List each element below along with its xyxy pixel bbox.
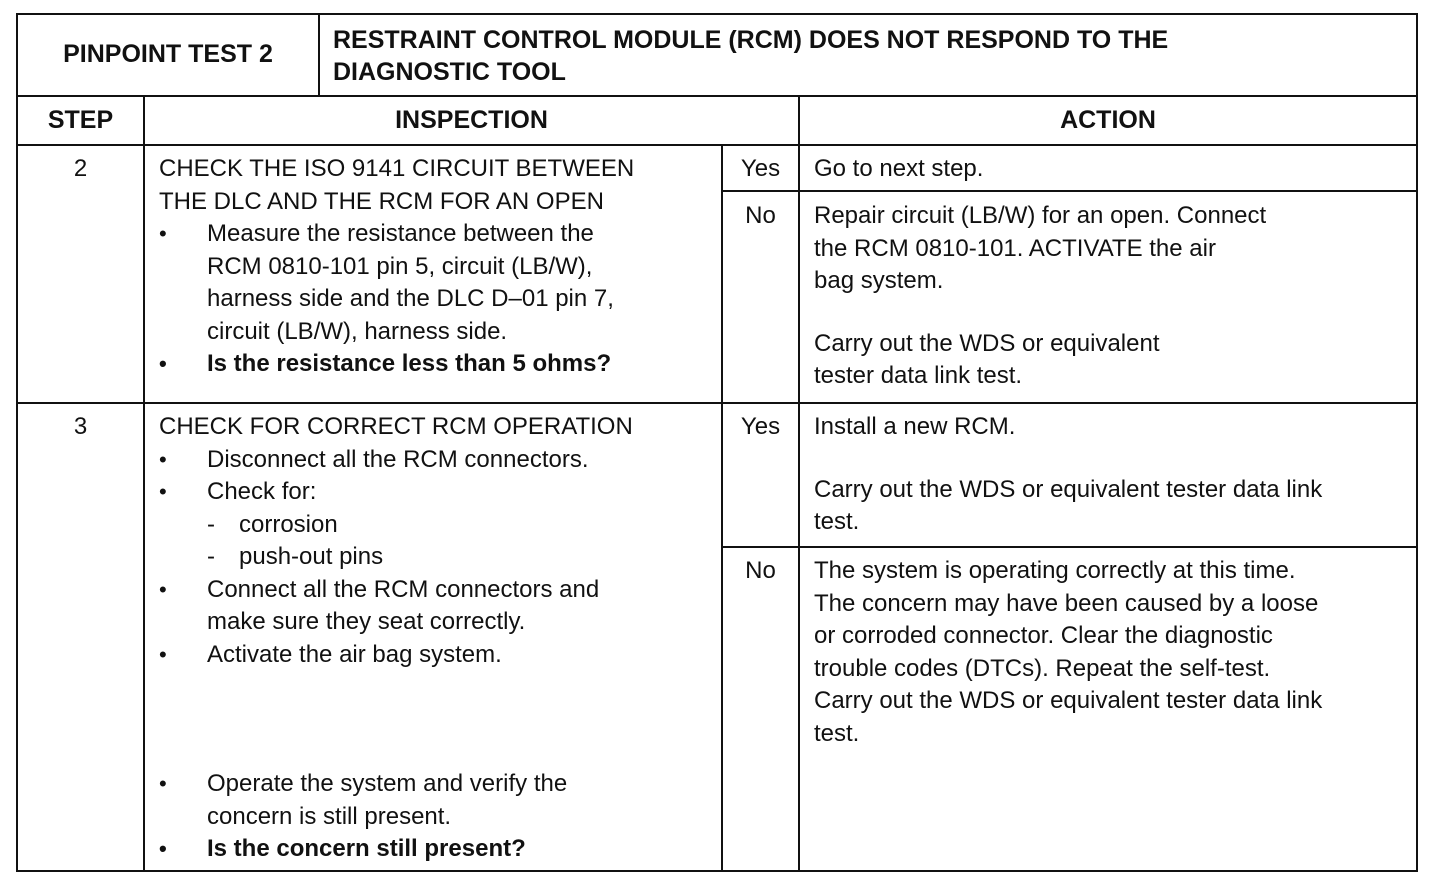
step-2-yes-label: Yes <box>740 155 781 182</box>
step-3-inspection <box>159 411 719 866</box>
step-3-yes-action-line-2: Carry out the WDS or equivalent tester data link <box>814 475 1323 503</box>
step-2-measure-line-4: circuit (LB/W), harness side. <box>207 317 508 345</box>
rule-action-column <box>798 95 800 872</box>
step-3-yes-action <box>814 411 1414 539</box>
col-action: ACTION <box>1060 106 1156 134</box>
step-2-measure-line-3: harness side and the DLC D–01 pin 7, <box>207 285 614 312</box>
rule-step-column <box>143 95 145 872</box>
rule-step3-yes-bottom <box>722 546 1418 548</box>
col-step: STEP <box>47 106 114 134</box>
step-3-no-label: No <box>745 557 776 584</box>
step-3-yes-action-line-1: Install a new RCM. <box>814 413 1016 440</box>
step-3-operate-line-1: • Operate the system and verify the <box>207 770 568 797</box>
test-title <box>333 24 1413 88</box>
step-2-no-action-line-2: the RCM 0810-101. ACTIVATE the air <box>814 234 1216 262</box>
step-3-no-action-line-4: trouble codes (DTCs). Repeat the self-test. <box>814 654 1271 682</box>
step-2-no-action-line-4: Carry out the WDS or equivalent <box>814 329 1160 357</box>
step-3-operate-bullet <box>159 768 719 833</box>
step-3-question: • Is the concern still present? <box>159 833 719 866</box>
rule-step2-bottom <box>16 402 1418 404</box>
step-3-no-action-line-1: The system is operating correctly at this time. <box>814 557 1296 584</box>
step-2-no-action-line-5: tester data link test. <box>814 362 1023 389</box>
step-3-number: 3 <box>73 413 88 440</box>
step-3-connect-line-2: make sure they seat correctly. <box>207 608 526 635</box>
test-label: PINPOINT TEST 2 <box>63 40 273 68</box>
step-3-yes-label: Yes <box>740 413 781 440</box>
step-2-measure-line-1: • Measure the resistance between the <box>207 220 594 247</box>
step-3-yes-action-line-3: test. <box>814 508 860 535</box>
step-3-no-action-line-6: test. <box>814 719 860 747</box>
step-2-inspection <box>159 153 719 381</box>
step-3-no-action-line-2: The concern may have been caused by a loose <box>814 589 1319 617</box>
step-3-check-bullet: • Check for: <box>159 476 719 509</box>
step-2-yes-action: Go to next step. <box>814 155 984 182</box>
rule-header-bottom <box>16 95 1418 97</box>
step-3-sub-push-out-pins: - push-out pins <box>159 541 719 574</box>
step-2-question: • Is the resistance less than 5 ohms? <box>159 348 719 381</box>
step-2-no-action-line-3: bag system. <box>814 267 944 294</box>
rule-header-divider <box>318 13 320 96</box>
step-2-title-line-1: CHECK THE ISO 9141 CIRCUIT BETWEEN <box>159 155 635 182</box>
step-2-no-action-line-1: Repair circuit (LB/W) for an open. Connect <box>814 202 1267 229</box>
step-3-title: CHECK FOR CORRECT RCM OPERATION <box>159 413 633 440</box>
step-3-connect-line-1: • Connect all the RCM connectors and <box>207 575 600 603</box>
step-2-measure-line-2: RCM 0810-101 pin 5, circuit (LB/W), <box>207 252 593 280</box>
step-3-operate-line-2: concern is still present. <box>207 802 452 830</box>
test-title-line-1: RESTRAINT CONTROL MODULE (RCM) DOES NOT RESPOND TO THE <box>333 26 1169 54</box>
step-3-no-action-line-5: Carry out the WDS or equivalent tester data link <box>814 687 1323 714</box>
col-inspection: INSPECTION <box>395 106 548 134</box>
step-3-connect-bullet <box>159 574 719 639</box>
step-3-sub-corrosion: - corrosion <box>159 509 719 542</box>
rule-step2-yes-bottom <box>722 190 1418 192</box>
step-2-no-label: No <box>745 202 776 229</box>
step-3-no-action-line-3: or corroded connector. Clear the diagnostic <box>814 622 1273 649</box>
step-3-disconnect-bullet: • Disconnect all the RCM connectors. <box>159 444 719 477</box>
step-3-no-action <box>814 555 1414 750</box>
step-2-number: 2 <box>73 155 88 182</box>
rule-answer-column <box>721 144 723 872</box>
rule-colheader-bottom <box>16 144 1418 146</box>
step-2-measure-bullet <box>159 218 719 348</box>
step-3-activate-bullet: • Activate the air bag system. <box>159 639 719 672</box>
step-2-no-action <box>814 200 1414 393</box>
test-title-line-2: DIAGNOSTIC TOOL <box>333 58 566 86</box>
step-2-title-line-2: THE DLC AND THE RCM FOR AN OPEN <box>159 187 604 215</box>
